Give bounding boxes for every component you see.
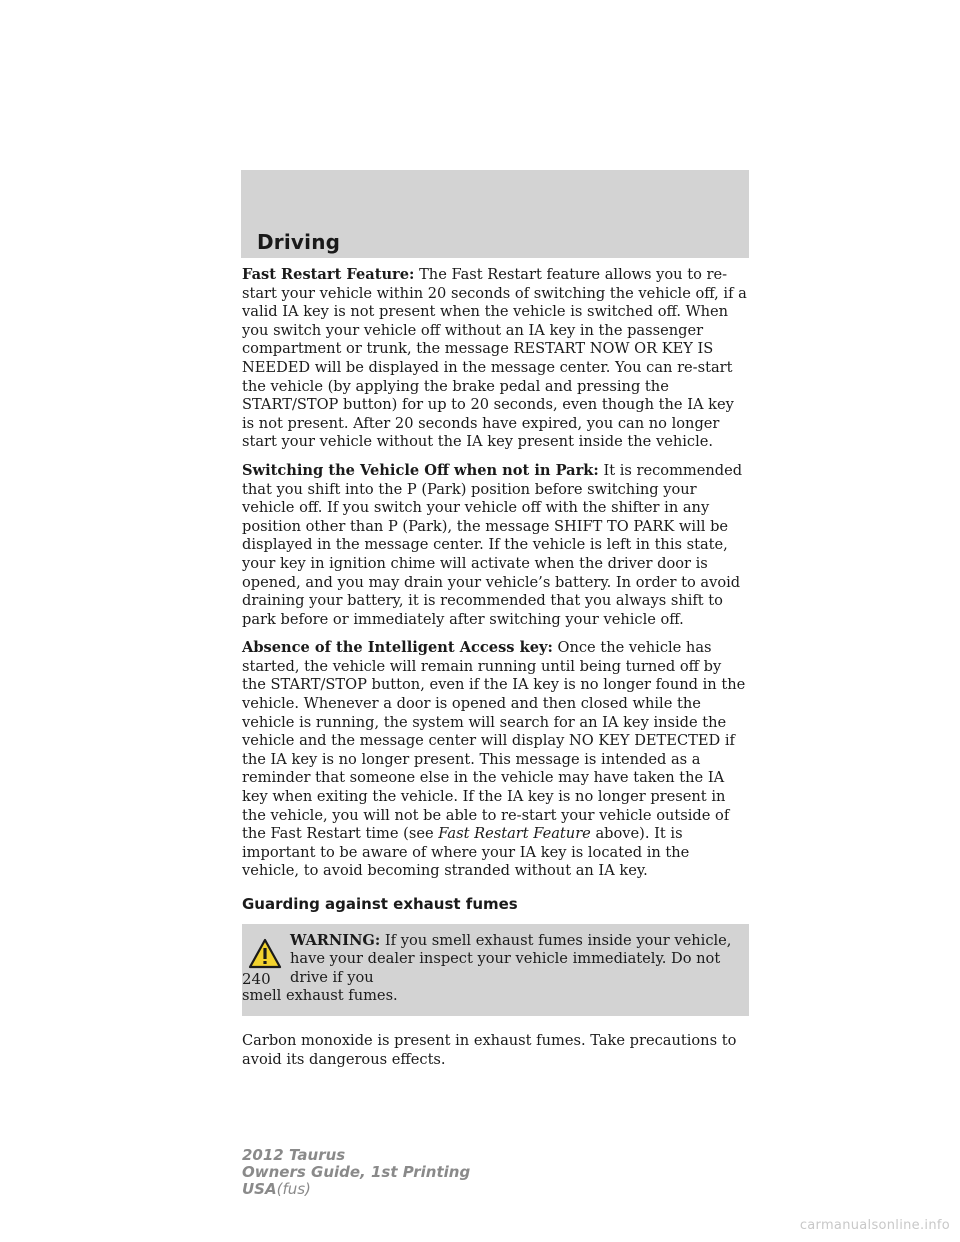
page-number: 240 [242, 970, 271, 988]
watermark: carmanualsonline.info [799, 1218, 950, 1233]
footer-line-1: 2012 Taurus [242, 1146, 346, 1164]
footer-region: USA [242, 1180, 277, 1198]
document-footer [242, 1147, 470, 1198]
absence-key-heading: Absence of the Intelligent Access key: [242, 639, 553, 657]
footer-region-code: (fus) [276, 1180, 311, 1198]
absence-key-body-end: above). It is important to be aware of where your IA key is located in the vehicle, to avoid becoming stranded without an IA key. [242, 825, 690, 880]
carbon-monoxide-paragraph: Carbon monoxide is present in exhaust fumes. Take precautions to avoid its dangerous effects. [242, 1031, 737, 1068]
fast-restart-heading: Fast Restart Feature: [242, 266, 415, 283]
exhaust-heading: Guarding against exhaust fumes [242, 895, 518, 913]
footer-line-2: Owners Guide, 1st Printing [242, 1163, 471, 1181]
switching-off-heading: Switching the Vehicle Off when not in Park: [242, 461, 599, 479]
switching-off-body: It is recommended that you shift into the P (Park) position before switching your vehicle off. If you switch your vehicle off with the shifter in any position other than P (Park), the message SHIFT TO PARK will be displayed in the message center. If the vehicle is left in this state, your key in ignition chime will activate when the driver door is opened, and you may drain your vehicle’s battery. In order to avoid draining your battery, it is recommended that you always shift to park before or immediately after switching your vehicle off. [242, 461, 743, 628]
warning-triangle-icon [248, 938, 282, 970]
absence-key-paragraph [242, 639, 749, 881]
section-header-band [241, 170, 749, 258]
section-title: Driving [257, 230, 341, 254]
warning-text-rest: smell exhaust fumes. [242, 987, 398, 1005]
absence-key-body: Once the vehicle has started, the vehicle will remain running until being turned off by the START/STOP button, even if the IA key is no longer found in the vehicle. Whenever a door is opened and then closed while the vehicle is running, the system will search for an IA key inside the vehicle and the message center will display NO KEY DETECTED if the IA key is no longer present. This message is intended as a reminder that someone else in the vehicle may have taken the IA key when exiting the vehicle. If the IA key is no longer present in the vehicle, you will not be able to re-start your vehicle outside of the Fast Restart time (see [242, 639, 746, 843]
page-content [242, 266, 749, 1079]
warning-text-first [242, 932, 739, 988]
warning-box [242, 924, 749, 1016]
fast-restart-paragraph [242, 266, 749, 452]
warning-label: WARNING: [290, 931, 381, 949]
switching-off-paragraph [242, 462, 749, 629]
warning-text: If you smell exhaust fumes inside your vehicle, have your dealer inspect your vehicle immediately. Do not drive if you [290, 931, 732, 986]
fast-restart-body: The Fast Restart feature allows you to re-start your vehicle within 20 seconds of switching the vehicle off, if a valid IA key is not present when the vehicle is switched off. When you switch your vehicle off without an IA key in the passenger compartment or trunk, the message RESTART NOW OR KEY IS NEEDED will be displayed in the message center. You can re-start the vehicle (by applying the brake pedal and pressing the START/STOP button) for up to 20 seconds, even though the IA key is not present. After 20 seconds have expired, you can no longer start your vehicle without the IA key present inside the vehicle. [242, 266, 747, 451]
fast-restart-reference: Fast Restart Feature [438, 825, 591, 843]
footer-line-3 [242, 1181, 470, 1198]
